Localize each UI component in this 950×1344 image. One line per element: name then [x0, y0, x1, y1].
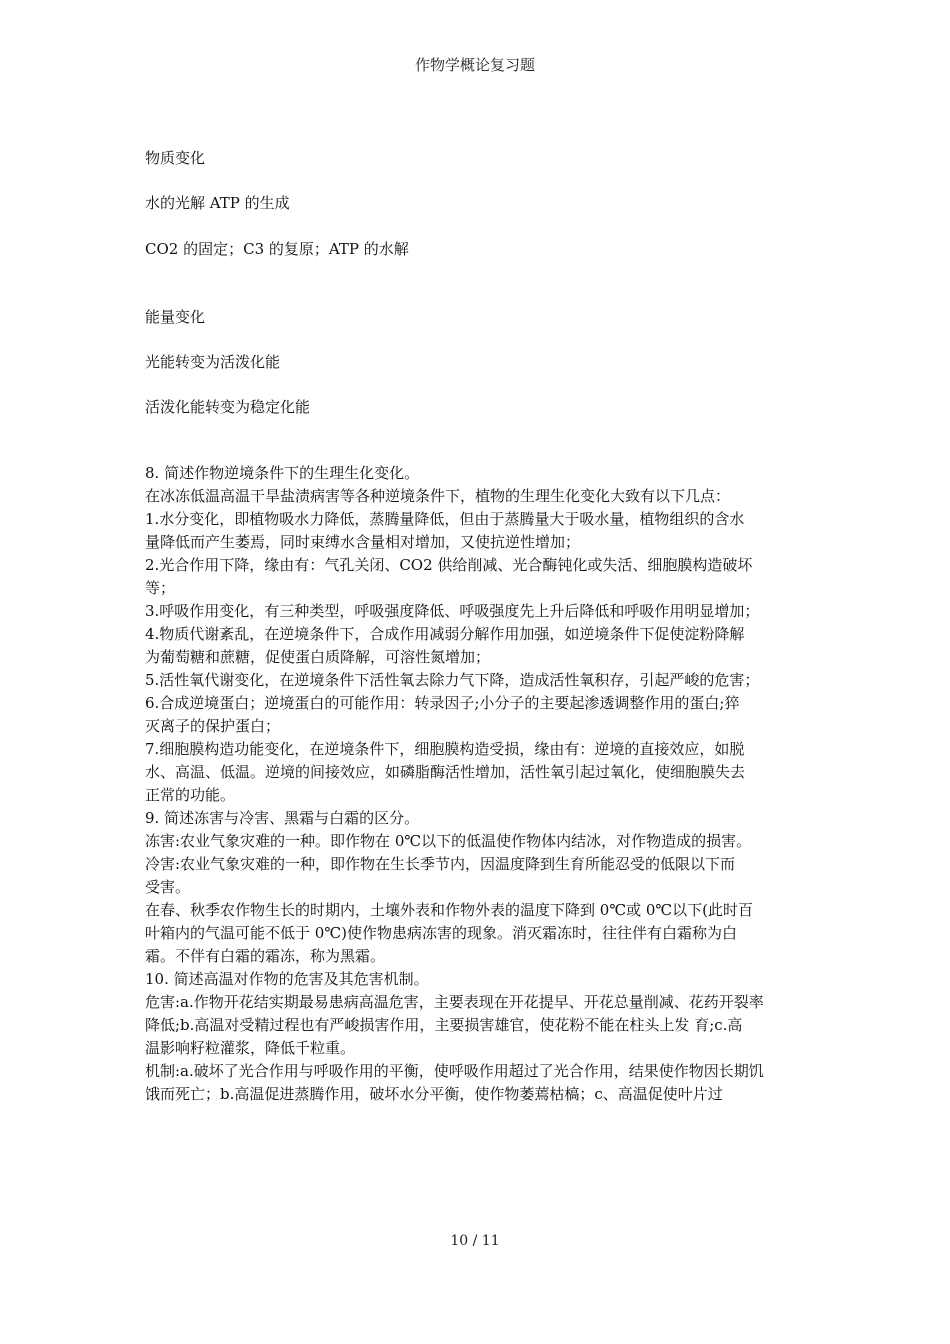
paragraph-line: 霜。不伴有白霜的霜冻，称为黑霜。 [145, 947, 386, 965]
paragraph-line: 量降低而产生萎焉，同时束缚水含量相对增加，又使抗逆性增加； [145, 533, 581, 551]
line-active-energy: 活泼化能转变为稳定化能 [145, 398, 311, 416]
paragraph-line: 2.光合作用下降，缘由有：气孔关闭、CO2 供给削减、光合酶钝化或失活、细胞膜构造破坏 [145, 556, 753, 574]
paragraph-line: 等； [145, 579, 176, 597]
paragraph-line: 冻害:农业气象灾难的一种。即作物在 0℃以下的低温使作物体内结冰，对作物造成的损害。 [145, 832, 752, 850]
paragraph-line: 3.呼吸作用变化，有三种类型，呼吸强度降低、呼吸强度先上升后降低和呼吸作用明显增加； [145, 602, 760, 620]
question-10-title: 10. 简述高温对作物的危害及其危害机制。 [145, 970, 429, 988]
question-8-title: 8. 简述作物逆境条件下的生理生化变化。 [145, 464, 420, 482]
paragraph-line: 5.活性氧代谢变化，在逆境条件下活性氧去除力气下降，造成活性氧积存，引起严峻的危害； [145, 671, 760, 689]
paragraph-line: 在春、秋季农作物生长的时期内，土壤外表和作物外表的温度下降到 0℃或 0℃以下(此时百 [145, 901, 754, 919]
paragraph-line: 水、高温、低温。逆境的间接效应，如磷脂酶活性增加，活性氧引起过氧化，使细胞膜失去 [145, 763, 746, 781]
paragraph-line: 机制:a.破坏了光合作用与呼吸作用的平衡，使呼吸作用超过了光合作用，结果使作物因长期饥 [145, 1062, 764, 1080]
paragraph-line: 1.水分变化，即植物吸水力降低，蒸腾量降低，但由于蒸腾量大于吸水量，植物组织的含水 [145, 510, 745, 528]
question-8-intro: 在冰冻低温高温干旱盐渍病害等各种逆境条件下，植物的生理生化变化大致有以下几点： [145, 487, 731, 505]
paragraph-line: 受害。 [145, 878, 191, 896]
paragraph-line: 温影响籽粒灌浆，降低千粒重。 [145, 1039, 356, 1057]
paragraph-line: 叶箱内的气温可能不低于 0℃)使作物患病冻害的现象。消灭霜冻时，往往伴有白霜称为白 [145, 924, 737, 942]
paragraph-line: 危害:a.作物开花结实期最易患病高温危害，主要表现在开花提早、开花总量削减、花药开裂率 [145, 993, 764, 1011]
question-body [145, 462, 825, 1106]
paragraph-line: 4.物质代谢紊乱，在逆境条件下，合成作用减弱分解作用加强，如逆境条件下促使淀粉降解 [145, 625, 745, 643]
paragraph-line: 7.细胞膜构造功能变化，在逆境条件下，细胞膜构造受损，缘由有：逆境的直接效应，如脱 [145, 740, 745, 758]
line-light-energy: 光能转变为活泼化能 [145, 353, 281, 371]
paragraph-line: 饿而死亡；b.高温促进蒸腾作用，破坏水分平衡，使作物萎蔫枯槁；c、高温促使叶片过 [145, 1085, 723, 1103]
line-water-photolysis: 水的光解 ATP 的生成 [145, 194, 290, 212]
paragraph-line: 为葡萄糖和蔗糖，促使蛋白质降解，可溶性氮增加； [145, 648, 491, 666]
paragraph-line: 冷害:农业气象灾难的一种，即作物在生长季节内，因温度降到生育所能忍受的低限以下而 [145, 855, 736, 873]
question-9-title: 9. 简述冻害与冷害、黑霜与白霜的区分。 [145, 809, 420, 827]
paragraph-line: 灭离子的保护蛋白； [145, 717, 281, 735]
paragraph-line: 正常的功能。 [145, 786, 236, 804]
line-energy-change: 能量变化 [145, 308, 206, 326]
line-material-change: 物质变化 [145, 149, 206, 167]
line-co2-fixation: CO2 的固定；C3 的复原；ATP 的水解 [145, 240, 409, 258]
page-number: 10 / 11 [450, 1233, 500, 1249]
paragraph-line: 6.合成逆境蛋白；逆境蛋白的可能作用：转录因子;小分子的主要起渗透调整作用的蛋白;猝 [145, 694, 740, 712]
paragraph-line: 降低;b.高温对受精过程也有严峻损害作用，主要损害雄官，使花粉不能在柱头上发 育;c.高 [145, 1016, 743, 1034]
page-header-title: 作物学概论复习题 [414, 56, 535, 74]
